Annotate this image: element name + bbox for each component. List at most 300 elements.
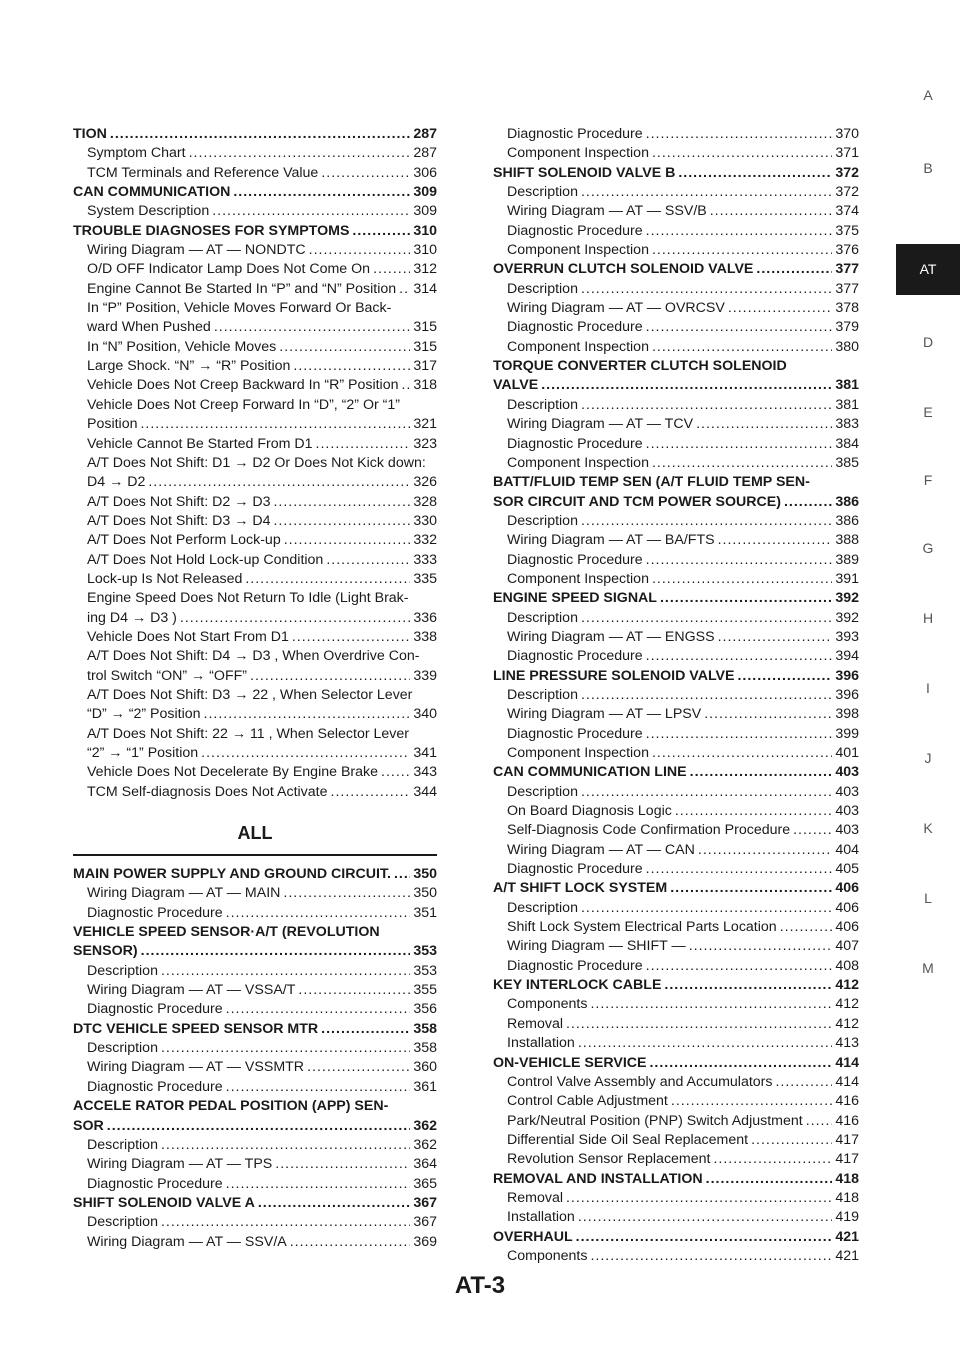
toc-entry-page: 407 (835, 938, 859, 955)
dot-leader (737, 667, 832, 686)
toc-entry-title: SHIFT SOLENOID VALVE A (73, 1194, 255, 1211)
toc-entry-title: Diagnostic Procedure (507, 957, 643, 974)
dot-leader (201, 744, 410, 763)
toc-entry[interactable] (73, 415, 437, 434)
section-tab-d[interactable]: D (922, 334, 934, 350)
dot-leader (140, 415, 410, 434)
toc-entry-page: 343 (413, 764, 437, 781)
dot-leader (233, 183, 410, 202)
dot-leader (728, 299, 832, 318)
toc-entry-page: 306 (413, 164, 437, 181)
toc-entry[interactable] (493, 222, 859, 241)
toc-entry[interactable] (73, 202, 437, 221)
toc-entry-title: Vehicle Does Not Decelerate By Engine Brake (87, 764, 379, 781)
toc-entry[interactable] (73, 744, 437, 763)
toc-entry[interactable] (493, 183, 859, 202)
toc-entry-page: 392 (835, 609, 859, 626)
dot-leader (704, 705, 832, 724)
toc-entry-title: Wiring Diagram — AT — NONDTC (87, 242, 306, 259)
dot-leader (670, 879, 832, 898)
toc-entry[interactable] (73, 686, 437, 705)
toc-entry[interactable] (73, 396, 437, 415)
toc-entry-title: Diagnostic Procedure (507, 319, 643, 336)
toc-entry[interactable] (73, 589, 437, 608)
toc-entry-title: Lock-up Is Not Released (87, 570, 243, 587)
toc-entry-title: Diagnostic Procedure (507, 435, 643, 452)
dot-leader (646, 318, 833, 337)
toc-entry[interactable] (493, 241, 859, 260)
toc-entry[interactable] (73, 1039, 437, 1058)
toc-entry-title: Description (87, 1040, 158, 1057)
toc-entry[interactable] (493, 841, 859, 860)
toc-entry-page: 416 (835, 1112, 859, 1129)
toc-entry-page: 421 (835, 1228, 859, 1245)
dot-leader (326, 551, 410, 570)
dot-leader (718, 628, 833, 647)
toc-entry[interactable] (73, 454, 437, 473)
toc-entry[interactable] (73, 763, 437, 782)
toc-entry[interactable] (493, 1112, 859, 1131)
toc-entry[interactable] (493, 1073, 859, 1092)
toc-entry[interactable] (73, 705, 437, 724)
toc-entry[interactable] (493, 435, 859, 454)
toc-entry[interactable] (493, 725, 859, 744)
toc-entry[interactable] (493, 280, 859, 299)
toc-entry-page: 310 (413, 222, 437, 239)
toc-entry-title: OVERRUN CLUTCH SOLENOID VALVE (493, 261, 754, 278)
toc-entry[interactable] (73, 318, 437, 337)
toc-entry[interactable] (73, 647, 437, 666)
dot-leader (780, 918, 833, 937)
section-tab-e[interactable]: E (923, 404, 933, 420)
toc-entry[interactable] (73, 725, 437, 744)
toc-entry-title: “D” → “2” Position (87, 706, 201, 723)
dot-leader (646, 125, 833, 144)
toc-entry-title: VEHICLE SPEED SENSOR·A/T (REVOLUTION (73, 924, 380, 941)
dot-leader (284, 531, 411, 550)
section-title-all: ALL (237, 823, 273, 844)
section-tab-f[interactable]: F (923, 472, 933, 488)
toc-entry-page: 341 (413, 745, 437, 761)
dot-leader (806, 1112, 833, 1131)
toc-entry-title: VALVE (493, 377, 539, 394)
toc-entry-page: 369 (413, 1233, 437, 1250)
dot-leader (784, 493, 832, 512)
dot-leader (751, 1131, 832, 1150)
section-tab-m[interactable]: M (922, 960, 934, 976)
toc-entry-title: LINE PRESSURE SOLENOID VALVE (493, 667, 735, 684)
toc-entry[interactable] (493, 1208, 859, 1227)
dot-leader (226, 904, 411, 923)
toc-entry-title: Position (87, 416, 138, 433)
toc-entry[interactable] (73, 783, 437, 802)
toc-entry-page: 378 (835, 300, 859, 317)
toc-section-entry[interactable] (73, 942, 437, 961)
toc-entry-page: 412 (835, 1015, 859, 1032)
toc-entry[interactable] (493, 1150, 859, 1169)
toc-section-entry[interactable] (493, 164, 859, 183)
toc-list-top (73, 125, 437, 802)
toc-entry[interactable] (493, 802, 859, 821)
dot-leader (646, 222, 833, 241)
dot-leader (307, 1058, 410, 1077)
toc-entry-title: TORQUE CONVERTER CLUTCH SOLENOID (493, 358, 787, 375)
toc-entry-page: 408 (835, 957, 859, 974)
dot-leader (581, 686, 832, 705)
toc-entry-page: 383 (835, 416, 859, 433)
toc-entry-title: Description (87, 1214, 158, 1231)
toc-entry-title: Wiring Diagram — AT — BA/FTS (507, 532, 715, 549)
toc-entry-title: Diagnostic Procedure (87, 1175, 223, 1192)
toc-entry-page: 392 (835, 590, 859, 607)
toc-entry-page: 362 (413, 1117, 437, 1134)
toc-entry-title: OVERHAUL (493, 1228, 573, 1245)
toc-section-entry[interactable] (73, 125, 437, 144)
toc-section-entry[interactable] (73, 1117, 437, 1136)
toc-entry-title: In “N” Position, Vehicle Moves (87, 338, 277, 355)
dot-leader (652, 338, 832, 357)
toc-entry[interactable] (493, 415, 859, 434)
toc-entry-page: 330 (413, 512, 437, 529)
section-tab-i[interactable]: I (926, 680, 930, 696)
dot-leader (793, 821, 832, 840)
dot-leader (250, 667, 410, 686)
toc-entry[interactable] (493, 957, 859, 976)
toc-entry-page: 388 (835, 532, 859, 549)
toc-entry[interactable] (73, 962, 437, 981)
toc-entry[interactable] (493, 396, 859, 415)
toc-entry-page: 414 (835, 1073, 859, 1090)
toc-entry[interactable] (493, 551, 859, 570)
toc-entry[interactable] (73, 667, 437, 686)
toc-entry-page: 335 (413, 570, 437, 587)
toc-entry[interactable] (73, 144, 437, 163)
toc-entry-title: Component Inspection (507, 338, 649, 355)
dot-leader (652, 241, 832, 260)
toc-entry-page: 372 (835, 164, 859, 181)
section-tab-j[interactable]: J (924, 750, 932, 766)
toc-section-entry[interactable] (493, 376, 859, 395)
toc-entry-title: A/T Does Not Shift: D2 → D3 (87, 493, 271, 510)
toc-entry[interactable] (493, 628, 859, 647)
toc-left-column (73, 125, 437, 1252)
toc-entry-title: Diagnostic Procedure (507, 648, 643, 665)
dot-leader (204, 705, 411, 724)
toc-section-entry[interactable] (73, 865, 437, 884)
section-divider (73, 854, 437, 856)
dot-leader (245, 570, 410, 589)
toc-entry[interactable] (73, 376, 437, 395)
toc-entry[interactable] (73, 1000, 437, 1019)
toc-entry[interactable] (73, 628, 437, 647)
dot-leader (541, 376, 832, 395)
toc-entry-page: 412 (835, 996, 859, 1013)
toc-entry[interactable] (493, 995, 859, 1014)
toc-entry[interactable] (73, 338, 437, 357)
toc-entry-page: 372 (835, 184, 859, 201)
toc-entry-title: TROUBLE DIAGNOSES FOR SYMPTOMS (73, 222, 350, 239)
toc-entry-title: Removal (507, 1015, 563, 1032)
toc-entry[interactable] (73, 1155, 437, 1174)
toc-entry[interactable] (73, 280, 437, 299)
toc-entry[interactable] (73, 904, 437, 923)
toc-entry[interactable] (493, 318, 859, 337)
toc-entry-title: D4 → D2 (87, 474, 146, 491)
toc-section-entry[interactable] (493, 1054, 859, 1073)
toc-entry-title: ENGINE SPEED SIGNAL (493, 590, 657, 607)
toc-entry-page: 310 (413, 242, 437, 259)
toc-section-entry[interactable] (493, 763, 859, 782)
toc-entry-page: 406 (835, 880, 859, 897)
toc-section-entry[interactable] (493, 260, 859, 279)
dot-leader (710, 202, 833, 221)
toc-entry-page: 358 (413, 1040, 437, 1057)
toc-entry[interactable] (73, 512, 437, 531)
toc-entry[interactable] (73, 1175, 437, 1194)
toc-entry[interactable] (73, 260, 437, 279)
dot-leader (309, 241, 411, 260)
toc-section-entry[interactable] (73, 222, 437, 241)
section-tab-g[interactable]: G (922, 540, 934, 556)
dot-leader (646, 860, 833, 879)
section-tab-l[interactable]: L (924, 890, 932, 906)
toc-entry[interactable] (73, 299, 437, 318)
toc-section-entry[interactable] (493, 357, 859, 376)
toc-entry-page: 396 (835, 686, 859, 703)
dot-leader (652, 144, 832, 163)
toc-entry-page: 362 (413, 1136, 437, 1153)
toc-entry[interactable] (493, 821, 859, 840)
toc-entry-page: 401 (835, 745, 859, 761)
dot-leader (581, 183, 832, 202)
toc-entry-page: 333 (413, 551, 437, 568)
toc-entry-page: 376 (835, 242, 859, 259)
toc-entry-title: Control Cable Adjustment (507, 1093, 668, 1110)
toc-entry[interactable] (493, 125, 859, 144)
toc-entry[interactable] (73, 981, 437, 1000)
dot-leader (713, 1150, 832, 1169)
dot-leader (581, 512, 832, 531)
section-tab-h[interactable]: H (922, 610, 934, 626)
toc-entry[interactable] (493, 512, 859, 531)
toc-section-entry[interactable] (493, 667, 859, 686)
toc-entry-title: SOR (73, 1117, 104, 1134)
toc-entry-title: CAN COMMUNICATION LINE (493, 764, 687, 781)
toc-entry-title: Symptom Chart (87, 145, 186, 162)
toc-entry-page: 377 (835, 261, 859, 278)
dot-leader (161, 1039, 410, 1058)
toc-entry-title: Description (507, 184, 578, 201)
toc-entry[interactable] (73, 1233, 437, 1252)
toc-entry-title: Components (507, 1247, 588, 1264)
dot-leader (576, 1228, 833, 1247)
toc-entry[interactable] (493, 1015, 859, 1034)
dot-leader (226, 1078, 411, 1097)
toc-section-entry[interactable] (493, 976, 859, 995)
toc-entry-page: 375 (835, 222, 859, 239)
toc-entry[interactable] (73, 551, 437, 570)
toc-entry[interactable] (493, 1034, 859, 1053)
toc-entry-page: 381 (835, 377, 859, 394)
toc-section-entry[interactable] (493, 589, 859, 608)
toc-entry[interactable] (493, 918, 859, 937)
dot-leader (279, 338, 410, 357)
toc-entry[interactable] (73, 570, 437, 589)
dot-leader (696, 415, 832, 434)
dot-leader (566, 1015, 832, 1034)
toc-section-entry[interactable] (73, 1194, 437, 1213)
toc-entry[interactable] (493, 899, 859, 918)
toc-entry-title: Installation (507, 1035, 575, 1052)
toc-entry-page: 393 (835, 628, 859, 645)
toc-entry[interactable] (73, 531, 437, 550)
toc-entry-page: 403 (835, 803, 859, 820)
toc-entry-page: 339 (413, 667, 437, 684)
dot-leader (646, 647, 833, 666)
toc-list-right (493, 125, 859, 1266)
section-tab-at[interactable]: AT (896, 244, 960, 295)
toc-entry-title: Engine Cannot Be Started In “P” and “N” Position (87, 280, 397, 297)
dot-leader (275, 1155, 410, 1174)
dot-leader (590, 1247, 832, 1266)
section-tab-a[interactable]: A (923, 87, 933, 103)
toc-entry[interactable] (73, 473, 437, 492)
toc-entry-page: 421 (835, 1247, 859, 1264)
toc-entry[interactable] (493, 686, 859, 705)
toc-entry-page: 287 (413, 126, 437, 142)
toc-entry[interactable] (493, 454, 859, 473)
dot-leader (646, 551, 833, 570)
dot-leader (675, 802, 833, 821)
toc-entry-title: CAN COMMUNICATION (73, 184, 231, 201)
toc-entry[interactable] (493, 937, 859, 956)
toc-entry-page: 385 (835, 454, 859, 471)
toc-entry[interactable] (493, 1092, 859, 1111)
dot-leader (706, 1170, 833, 1189)
dot-leader (293, 357, 410, 376)
toc-entry-title: “2” → “1” Position (87, 745, 199, 761)
toc-entry[interactable] (493, 202, 859, 221)
toc-entry[interactable] (493, 1131, 859, 1150)
toc-entry-page: 406 (835, 899, 859, 916)
section-tab-k[interactable]: K (923, 820, 933, 836)
toc-entry[interactable] (493, 1247, 859, 1266)
toc-entry-title: Diagnostic Procedure (87, 1001, 223, 1018)
toc-entry[interactable] (493, 783, 859, 802)
toc-entry[interactable] (493, 144, 859, 163)
toc-entry-page: 340 (413, 706, 437, 723)
toc-entry[interactable] (493, 299, 859, 318)
dot-leader (678, 164, 832, 183)
dot-leader (352, 222, 410, 241)
section-tab-b[interactable]: B (923, 160, 933, 176)
toc-entry[interactable] (493, 1189, 859, 1208)
toc-section-entry[interactable] (493, 493, 859, 512)
dot-leader (161, 1213, 410, 1232)
toc-entry-page: 309 (413, 184, 437, 201)
toc-entry-title: Wiring Diagram — SHIFT — (507, 938, 686, 955)
toc-entry-page: 406 (835, 919, 859, 936)
toc-entry-title: Wiring Diagram — AT — CAN (507, 841, 695, 858)
dot-leader (698, 841, 832, 860)
toc-entry[interactable] (73, 1136, 437, 1155)
toc-section-entry[interactable] (493, 879, 859, 898)
toc-entry-page: 417 (835, 1151, 859, 1168)
dot-leader (401, 376, 410, 395)
toc-entry[interactable] (73, 241, 437, 260)
toc-section-entry[interactable] (493, 1170, 859, 1189)
toc-entry-title: A/T Does Not Shift: D3 → D4 (87, 512, 271, 529)
toc-entry-title: Description (87, 962, 158, 979)
toc-entry[interactable] (73, 164, 437, 183)
toc-entry-page: 396 (835, 667, 859, 684)
dot-leader (581, 280, 832, 299)
toc-entry[interactable] (493, 531, 859, 550)
toc-section-entry[interactable] (493, 473, 859, 492)
toc-section-entry[interactable] (73, 183, 437, 202)
toc-entry[interactable] (73, 435, 437, 454)
toc-entry-title: Self-Diagnosis Code Confirmation Procedure (507, 822, 791, 839)
page-number: AT-3 (454, 1272, 506, 1299)
toc-entry[interactable] (73, 357, 437, 376)
toc-entry[interactable] (493, 338, 859, 357)
toc-entry[interactable] (493, 609, 859, 628)
toc-entry-page: 371 (835, 145, 859, 162)
toc-entry-title: SOR CIRCUIT AND TCM POWER SOURCE) (493, 493, 781, 510)
toc-entry-title: BATT/FLUID TEMP SEN (A/T FLUID TEMP SEN- (493, 474, 810, 491)
toc-entry[interactable] (73, 1213, 437, 1232)
toc-entry-page: 326 (413, 474, 437, 491)
toc-entry[interactable] (73, 1058, 437, 1077)
toc-entry-title: Description (507, 609, 578, 626)
toc-entry-title: trol Switch “ON” → “OFF” (87, 667, 247, 684)
dot-leader (283, 884, 410, 903)
toc-entry-title: Wiring Diagram — AT — SSV/B (507, 203, 707, 220)
toc-entry-title: Engine Speed Does Not Return To Idle (Light Brak- (87, 590, 409, 607)
toc-entry-title: Vehicle Does Not Creep Backward In “R” Position (87, 377, 399, 394)
dot-leader (321, 164, 410, 183)
dot-leader (664, 976, 832, 995)
toc-entry-title: Wiring Diagram — AT — VSSA/T (87, 982, 296, 999)
toc-section-entry[interactable] (73, 923, 437, 942)
toc-section-entry[interactable] (493, 1228, 859, 1247)
toc-entry-page: 417 (835, 1131, 859, 1148)
dot-leader (226, 1175, 411, 1194)
toc-entry-page: 404 (835, 841, 859, 858)
toc-section-entry[interactable] (73, 1097, 437, 1116)
dot-leader (331, 783, 411, 802)
dot-leader (690, 763, 833, 782)
toc-entry[interactable] (493, 705, 859, 724)
toc-entry[interactable] (493, 570, 859, 589)
toc-entry-page: 358 (413, 1020, 437, 1037)
toc-entry-page: 399 (835, 725, 859, 742)
toc-entry-title: Diagnostic Procedure (507, 551, 643, 568)
toc-entry[interactable] (73, 609, 437, 628)
toc-entry-page: 353 (413, 943, 437, 960)
toc-entry[interactable] (73, 884, 437, 903)
toc-entry[interactable] (73, 1078, 437, 1097)
toc-entry[interactable] (493, 744, 859, 763)
toc-entry-title: Wiring Diagram — AT — OVRCSV (507, 300, 725, 317)
toc-entry[interactable] (73, 493, 437, 512)
toc-entry-page: 405 (835, 861, 859, 878)
toc-entry[interactable] (493, 860, 859, 879)
toc-entry[interactable] (493, 647, 859, 666)
toc-entry-page: 412 (835, 977, 859, 994)
toc-entry-page: 356 (413, 1001, 437, 1018)
toc-section-entry[interactable] (73, 1020, 437, 1039)
